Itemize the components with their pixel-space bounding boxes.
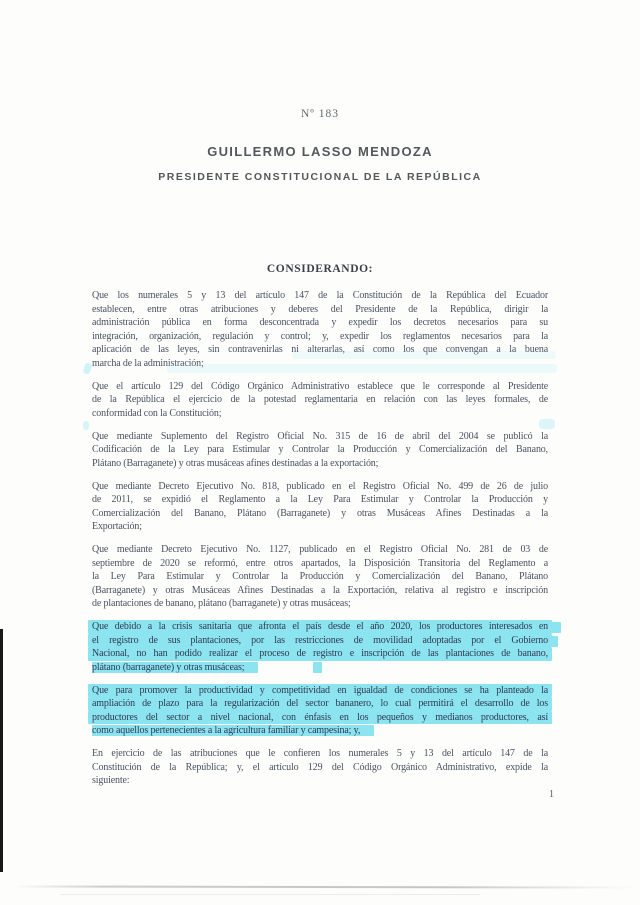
text-line — [92, 724, 548, 738]
paragraph — [92, 430, 548, 471]
text-line: ampliación de plazo para la regularización del sector bananero, lo cual permitirá el desarrollo de los — [92, 698, 548, 709]
highlighter-bleed — [539, 419, 555, 429]
highlighter-bleed — [83, 421, 89, 430]
scan-line — [60, 894, 480, 895]
text-line: marcha de la administración; — [92, 357, 204, 369]
text-line: septiembre de 2020 se reformó, entre otros apartados, la Disposición Transitoria del Reglamento a — [92, 557, 548, 569]
paragraph — [92, 747, 548, 788]
text-line: Que debido a la crisis sanitaria que afronta el país desde el año 2020, los productores interesados en — [92, 621, 548, 632]
decree-number: Nº 183 — [301, 108, 339, 120]
text-line: Que para promover la productividad y competitividad en igualdad de condiciones se ha planteado la — [92, 684, 548, 696]
highlighted-paragraph — [92, 684, 548, 738]
text-line: Constitución de la República; y, el artículo 129 del Código Orgánico Administrativo, expide la — [92, 761, 548, 773]
highlighter-bleed — [167, 364, 557, 373]
text-line: de la República el ejercicio de la potestad reglamentaria en relación con las leyes formales, de — [92, 394, 548, 405]
text-line: En ejercicio de las atribuciones que le confieren los numerales 5 y 13 del artículo 147 de la — [92, 748, 548, 759]
author-title: PRESIDENTE CONSTITUCIONAL DE LA REPÚBLICA — [158, 171, 482, 183]
text-line: administración pública en forma desconcentrada y expedir los decretos necesarios para su — [92, 317, 548, 328]
text-line: la Ley Para Estimular y Controlar la Producción y Comercialización del Banano, Plátano — [92, 571, 548, 582]
text-line: de 2011, se expidió el Reglamento a la Ley Para Estimular y Controlar la Producción y — [92, 494, 548, 505]
text-line: el registro de sus plantaciones, por las restricciones de movilidad adoptadas por el Gobierno — [92, 634, 548, 646]
text-line: siguiente: — [92, 775, 130, 786]
highlighter-smudge — [313, 662, 322, 673]
text-line: de plantaciones de banano, plátano (barraganete) y otras musáceas; — [92, 598, 351, 609]
highlighter-smudge — [549, 636, 558, 647]
text-line: Que el artículo 129 del Código Orgánico Administrativo establece que le corresponde al Presidente — [92, 380, 548, 392]
highlighted-text: plátano (barraganete) y otras musáceas; — [92, 662, 258, 673]
text-line: (Barraganete) y otras Musáceas Afines Destinadas a la Exportación, relativa al registro e inscripción — [92, 584, 548, 596]
text-line: Codificación de la Ley para Estimular y Controlar la Producción y Comercialización del Banano, — [92, 444, 548, 455]
highlighter-bleed — [292, 351, 556, 359]
text-line: Que los numerales 5 y 13 del artículo 147 de la Constitución de la República del Ecuador — [92, 290, 548, 301]
text-line: Nacional, no han podido realizar el proceso de registro e inscripción de las plantaciones de banano, — [92, 648, 548, 659]
text-line: Plátano (Barraganete) y otras musáceas afines destinadas a la exportación; — [92, 457, 379, 469]
text-line: conformidad con la Constitución; — [92, 407, 222, 419]
paragraph — [92, 543, 548, 611]
highlighted-text: como aquellos pertenecientes a la agricultura familiar y campesina; y, — [92, 725, 374, 736]
text-line: integración, organización, regulación y control; y, expedir los reglamentos necesarios para la — [92, 330, 548, 342]
text-line: Que mediante Decreto Ejecutivo No. 1127, publicado en el Registro Oficial No. 281 de 03 de — [92, 544, 548, 555]
page-number: 1 — [549, 789, 554, 800]
author-name: GUILLERMO LASSO MENDOZA — [207, 144, 433, 159]
text-line: Exportación; — [92, 521, 142, 532]
text-line: establecen, entre otras atribuciones y deberes del Presidente de la República, dirigir la — [92, 303, 548, 315]
paragraph — [92, 480, 548, 534]
text-line: Que mediante Suplemento del Registro Oficial No. 315 de 16 de abril del 2004 se publicó la — [92, 430, 548, 442]
text-line: Que mediante Decreto Ejecutivo No. 818, publicado en el Registro Oficial No. 499 de 26 de julio — [92, 480, 548, 492]
highlighter-smudge — [551, 622, 561, 633]
text-line: aplicación de las leyes, sin contravenirlas ni alterarlas, así como los que convengan a la buena — [92, 344, 548, 355]
scan-line — [12, 885, 634, 888]
paragraph — [92, 380, 548, 421]
text-line: Comercialización del Banano, Plátano (Barraganete) y otras Musáceas Afines Destinadas a la — [92, 507, 548, 519]
section-heading: CONSIDERANDO: — [266, 263, 374, 275]
text-line: productores del sector a nivel nacional, con énfasis en los pequeños y medianos productores, así — [92, 711, 548, 723]
scan-edge-mark — [0, 629, 3, 872]
